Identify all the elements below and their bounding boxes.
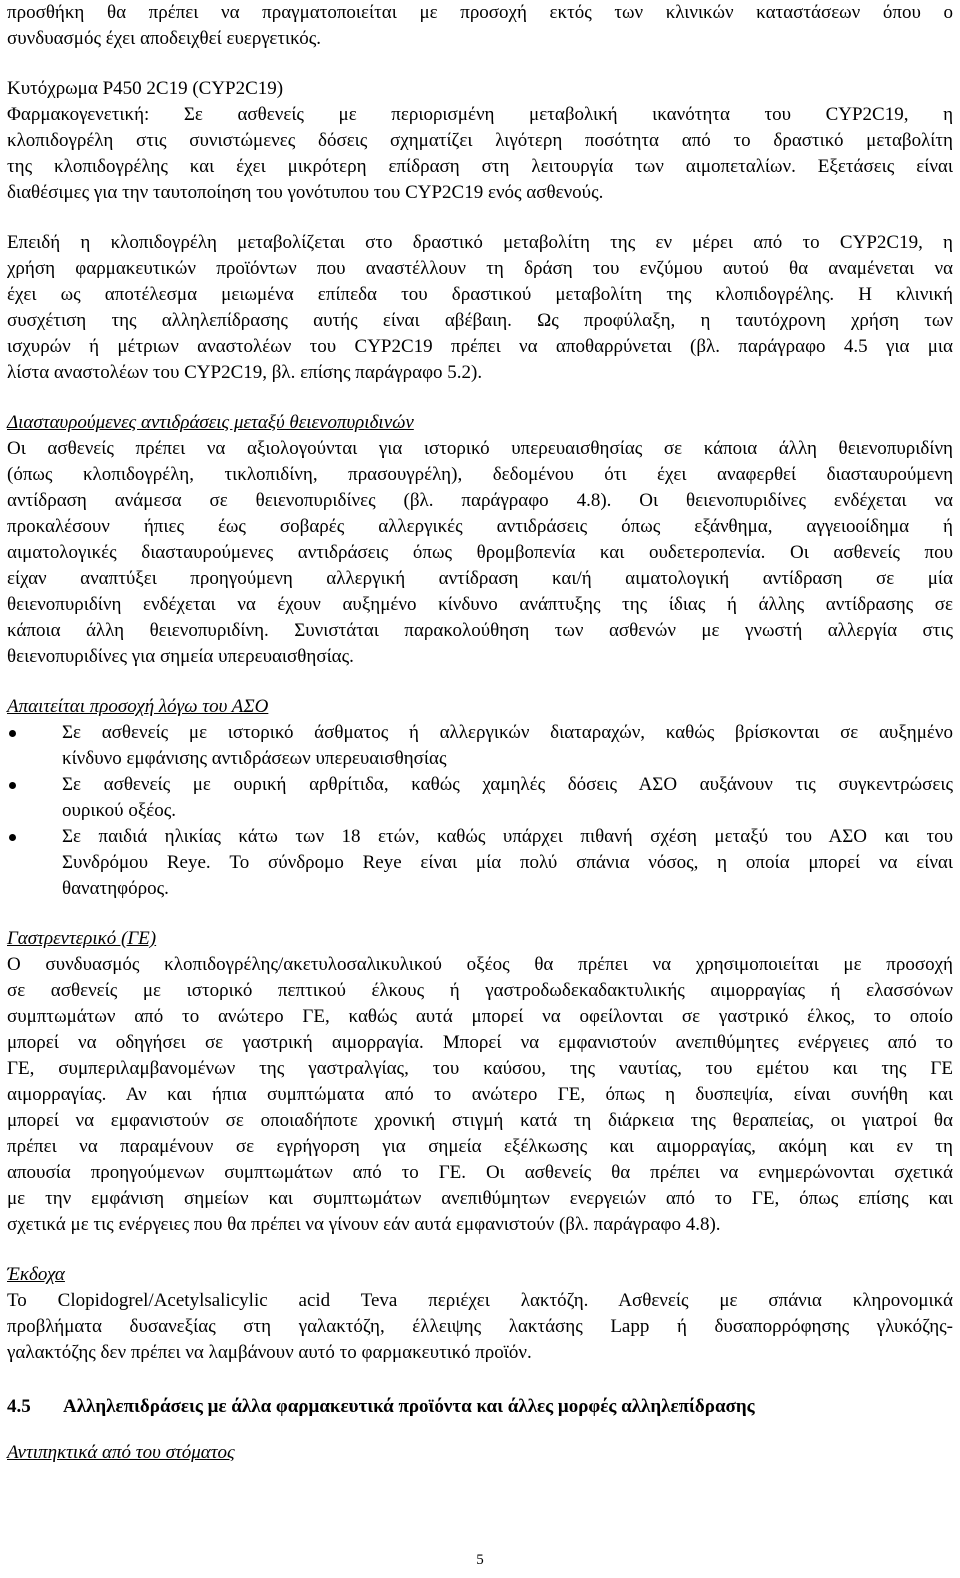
text-line: κάποια άλλη θειενοπυριδίνη. Συνιστάται παρακολούθηση των ασθενών με γνωστή αλλεργία στις <box>7 620 953 641</box>
text-line: κλοπιδογρέλη στις συνιστώμενες δόσεις σχηματίζει λιγότερη ποσότητα από το δραστικό μεταβολίτη <box>7 130 953 151</box>
text-line: Οι ασθενείς πρέπει να αξιολογούνται για ιστορικό υπερευαισθησίας σε κάποια άλλη θειενοπυριδίνη <box>7 438 953 459</box>
text-line: προκαλέσουν ήπιες έως σοβαρές αλλεργικές αντιδράσεις όπως εξάνθημα, αγγειοοίδημα ή <box>7 516 953 537</box>
text-line: Ο συνδυασμός κλοπιδογρέλης/ακετυλοσαλικυλικού οξέος θα πρέπει να χρησιμοποιείται με προσοχή <box>7 954 953 975</box>
text-line: ΓΕ, συμπεριλαμβανομένων της γαστραλγίας, του καύσου, της ναυτίας, του εμέτου και της ΓΕ <box>7 1058 953 1079</box>
text-line: ουρικού οξέος. <box>62 800 177 821</box>
text-line: συσχέτιση της αλληλεπίδρασης αυτής είναι αβέβαιη. Ως προφύλαξη, η ταυτόχρονη χρήση των <box>7 310 953 331</box>
text-line: (όπως κλοπιδογρέλη, τικλοπιδίνη, πρασουγρέλη), δεδομένου ότι έχει αναφερθεί διασταυρούμενη <box>7 464 953 485</box>
text-line: απουσία προηγούμενων συμπτωμάτων από το ΓΕ. Οι ασθενείς θα πρέπει να ενημερώνονται σχετικά <box>7 1162 953 1183</box>
bullet-icon <box>9 730 16 737</box>
cyp-title: Κυτόχρωμα P450 2C19 (CYP2C19) <box>7 78 284 99</box>
anticoagulants-title: Αντιπηκτικά από του στόματος <box>7 1442 235 1463</box>
bullet-icon <box>9 782 16 789</box>
list-item <box>7 772 953 824</box>
text-line: συμπτωμάτων από το ανώτερο ΓΕ, καθώς αυτά μπορεί να οφείλονται σε γαστρικό έλκος, το οποίο <box>7 1006 953 1027</box>
text-line: Φαρμακογενετική: Σε ασθενείς με περιορισμένη μεταβολική ικανότητα του CYP2C19, η <box>7 104 953 125</box>
text-line: γαλακτόζης δεν πρέπει να λαμβάνουν αυτό το φαρμακευτικό προϊόν. <box>7 1342 532 1363</box>
aso-section <box>7 694 953 902</box>
cyp-section <box>7 76 953 386</box>
text-line: λίστα αναστολέων του CYP2C19, βλ. επίσης παράγραφο 5.2). <box>7 362 483 383</box>
cross-reactions-title: Διασταυρούμενες αντιδράσεις μεταξύ θειενοπυριδινών <box>7 412 414 433</box>
text-line: σε ασθενείς με ιστορικό πεπτικού έλκους ή γαστροδωδεκαδακτυλικής αιμορραγίας ή ελασσόνων <box>7 980 953 1001</box>
text-line: κίνδυνο εμφάνισης αντιδράσεων υπερευαισθησίας <box>62 748 447 769</box>
text-line: σχετικά με τις ενέργειες που θα πρέπει να γίνουν εάν αυτά εμφανιστούν (βλ. παράγραφο 4.8). <box>7 1214 721 1235</box>
bullet-icon <box>9 834 16 841</box>
section-title: Αλληλεπιδράσεις με άλλα φαρμακευτικά προϊόντα και άλλες μορφές αλληλεπίδρασης <box>63 1396 755 1417</box>
text-line: πρέπει να παραμένουν σε εγρήγορση για σημεία εξέλκωσης και αιμορραγίας, ακόμη και εν τη <box>7 1136 953 1157</box>
text-line: Σε ασθενείς με ουρική αρθρίτιδα, καθώς χαμηλές δόσεις ΑΣΟ αυξάνουν τις συγκεντρώσεις <box>62 774 953 795</box>
text-line: Σε ασθενείς με ιστορικό άσθματος ή αλλεργικών διαταραχών, καθώς βρίσκονται σε αυξημένο <box>62 722 953 743</box>
text-line: μπορεί να οδηγήσει σε γαστρική αιμορραγία. Μπορεί να εμφανιστούν ανεπιθύμητες ενέργειες από το <box>7 1032 953 1053</box>
text-line: Επειδή η κλοπιδογρέλη μεταβολίζεται στο δραστικό μεταβολίτη της εν μέρει από το CYP2C19, η <box>7 232 953 253</box>
text-line: Συνδρόμου Reye. Το σύνδρομο Reye είναι μία πολύ σπάνια νόσος, η οποία μπορεί να είναι <box>62 852 953 873</box>
text-line: αιματολογικές διασταυρούμενες αντιδράσεις όπως θρομβοπενία και ουδετεροπενία. Οι ασθενείς που <box>7 542 953 563</box>
list-item <box>7 720 953 772</box>
text-line: της κλοπιδογρέλης και έχει μικρότερη επίδραση στη λειτουργία των αιμοπεταλίων. Εξετάσεις είναι <box>7 156 953 177</box>
text-line: θειενοπυριδίνη ενδέχεται να έχουν αυξημένο κίνδυνο ανάπτυξης της ίδιας ή άλλης αντίδρασης σε <box>7 594 953 615</box>
list-item <box>7 824 953 902</box>
intro-paragraph <box>7 0 953 52</box>
text-line: αιμορραγίας. Αν και ήπια συμπτώματα από το ανώτερο ΓΕ, όπως η δυσπεψία, είναι συνήθη και <box>7 1084 953 1105</box>
cyp-paragraph-2 <box>7 230 953 386</box>
cross-reactions-section <box>7 410 953 670</box>
aso-title: Απαιτείται προσοχή λόγω του ΑΣΟ <box>7 696 269 717</box>
text-line: ισχυρών ή μέτριων αναστολέων του CYP2C19 πρέπει να αποθαρρύνεται (βλ. παράγραφο 4.5 για μια <box>7 336 953 357</box>
text-line: συνδυασμός έχει αποδειχθεί ευεργετικός. <box>7 28 322 49</box>
text-line: αντίδραση ανάμεσα σε θειενοπυριδίνες (βλ. παράγραφο 4.8). Οι θειενοπυριδίνες ενδέχεται να <box>7 490 953 511</box>
cyp-paragraph-1 <box>7 102 953 206</box>
text-line: έχει ως αποτέλεσμα μειωμένα επίπεδα του δραστικού μεταβολίτη της κλοπιδογρέλης. Η κλινική <box>7 284 953 305</box>
document-page <box>7 0 953 1466</box>
section-number: 4.5 <box>7 1396 31 1417</box>
section-heading <box>7 1394 953 1420</box>
text-line: χρήση φαρμακευτικών προϊόντων που αναστέλλουν τη δράση του ενζύμου αυτού θα αναμένεται να <box>7 258 953 279</box>
text-line: Σε παιδιά ηλικίας κάτω των 18 ετών, καθώς υπάρχει πιθανή σχέση μεταξύ του ΑΣΟ και του <box>62 826 953 847</box>
excipients-section <box>7 1262 953 1366</box>
text-line: διαθέσιμες για την ταυτοποίηση του γονότυπου του CYP2C19 ενός ασθενούς. <box>7 182 604 203</box>
text-line: είχαν αναπτύξει προηγούμενη αλλεργική αντίδραση και/ή αιματολογική αντίδραση σε μία <box>7 568 953 589</box>
text-line: προβλήματα δυσανεξίας στη γαλακτόζη, έλλειψης λακτάσης Lapp ή δυσαπορρόφησης γλυκόζης- <box>7 1316 953 1337</box>
aso-bullet-list <box>7 720 953 902</box>
gi-title: Γαστρεντερικό (ΓΕ) <box>7 928 157 949</box>
text-line: θειενοπυριδίνες για σημεία υπερευαισθησίας. <box>7 646 354 667</box>
text-line: μπορεί να εμφανιστούν σε οποιαδήποτε χρονική στιγμή κατά τη διάρκεια της θεραπείας, οι γιατροί θα <box>7 1110 953 1131</box>
text-line: με την εμφάνιση σημείων και συμπτωμάτων ανεπιθύμητων ενεργειών από το ΓΕ, όπως επίσης και <box>7 1188 953 1209</box>
page-number: 5 <box>476 1552 484 1568</box>
text-line: προσθήκη θα πρέπει να πραγματοποιείται με προσοχή εκτός των κλινικών καταστάσεων όπου ο <box>7 2 953 23</box>
excipients-title: Έκδοχα <box>7 1264 65 1285</box>
text-line: Το Clopidogrel/Acetylsalicylic acid Teva περιέχει λακτόζη. Ασθενείς με σπάνια κληρονομικά <box>7 1290 953 1311</box>
text-line: θανατηφόρος. <box>62 878 169 899</box>
gi-section <box>7 926 953 1238</box>
